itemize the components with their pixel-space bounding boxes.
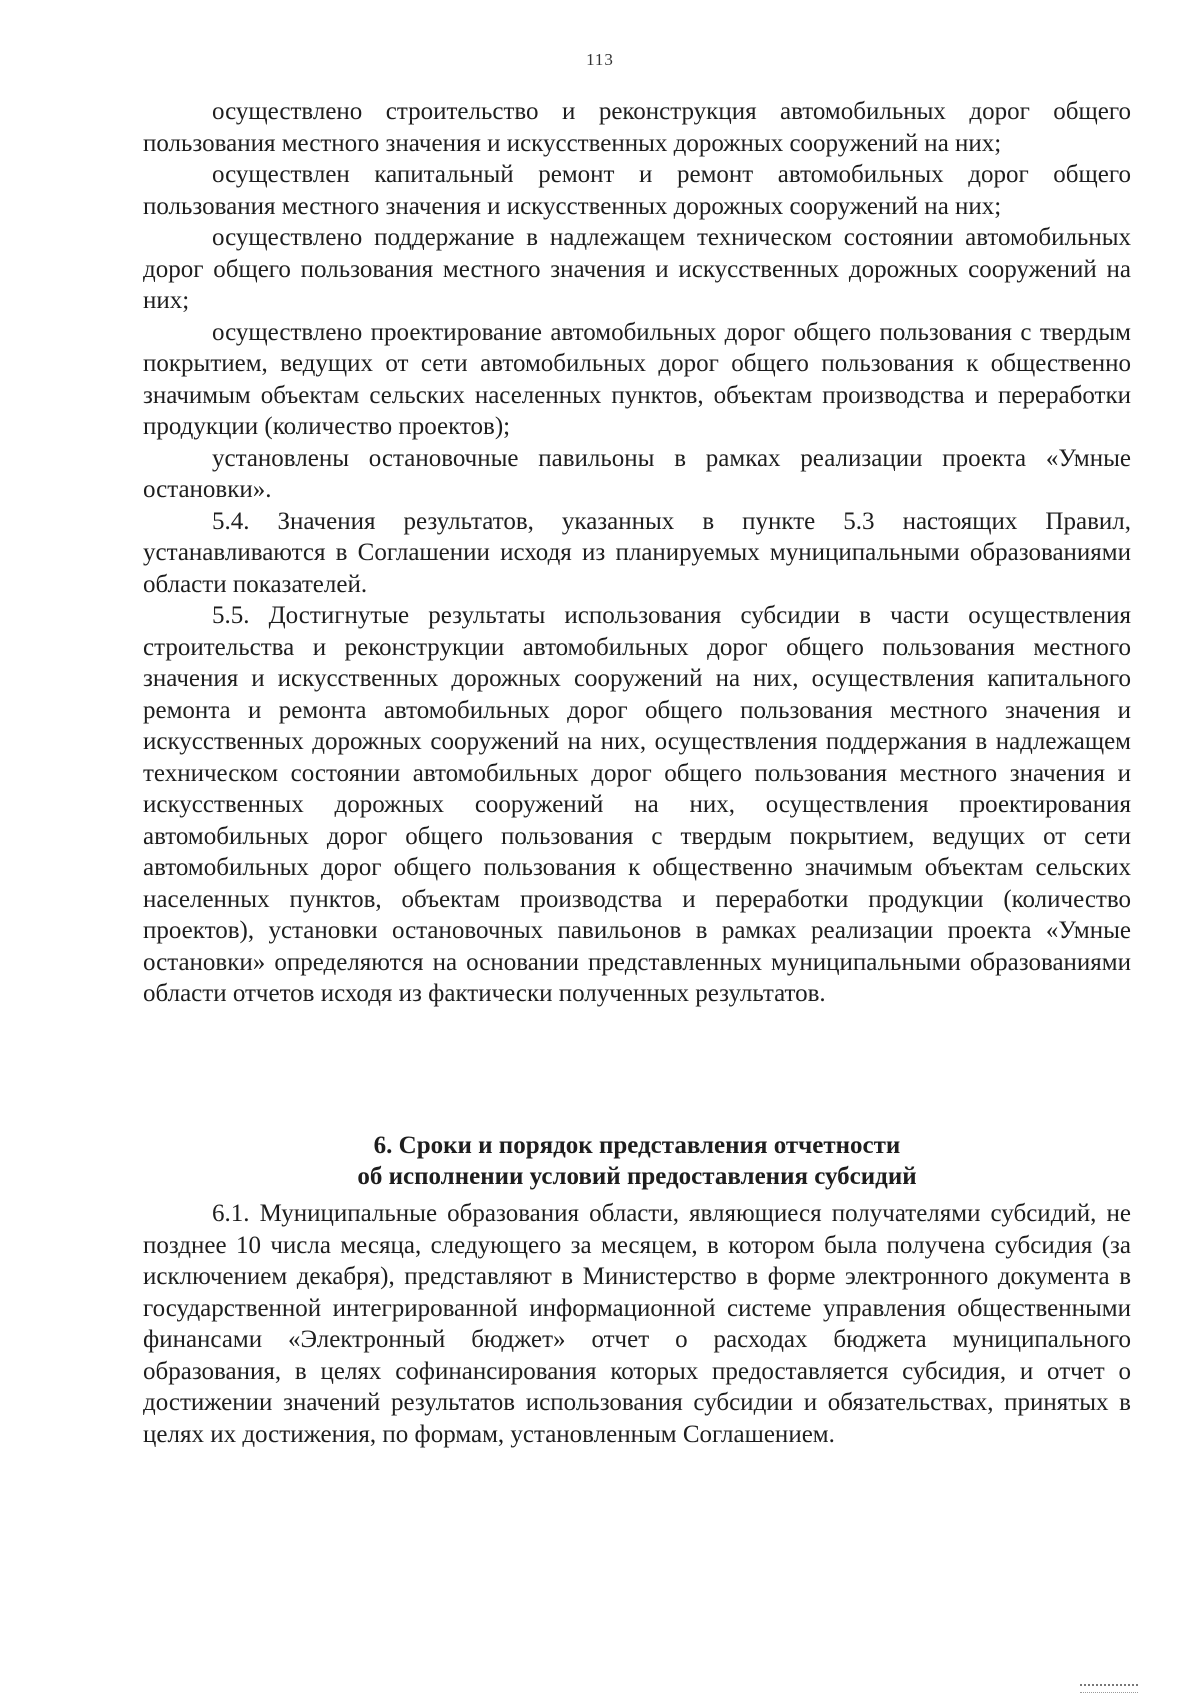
section-6-heading xyxy=(143,1130,1131,1192)
paragraph-result-design: осуществлено проектирование автомобильных дорог общего пользования с твердым покрытием, ведущих от сети автомобильных дорог общего пользования к общественно значимым объектам сельских населенных пунктов, объектам производства и переработки продукции (количество проектов); xyxy=(143,318,1131,440)
results-list xyxy=(143,96,1131,1010)
paragraph-6-1: 6.1. Муниципальные образования области, являющиеся получателями субсидий, не позднее 10 числа месяца, следующего за месяцем, в котором была получена субсидия (за исключением декабря), представляют в Министерство в форме электронного документа в государственной интегрированной информационной системе управления общественными финансами «Электронный бюджет» отчет о расходах бюджета муниципального образования, в целях софинансирования которых предоставляется субсидия, и отчет о достижении значений результатов использования субсидии и обязательствах, принятых в целях их достижения, по формам, установленным Соглашением. xyxy=(143,1200,1131,1448)
paragraph-result-repair: осуществлен капитальный ремонт и ремонт автомобильных дорог общего пользования местного значения и искусственных дорожных сооружений на них; xyxy=(143,161,1131,220)
section-6-body xyxy=(143,1198,1131,1450)
section-heading-line-1: 6. Сроки и порядок представления отчетности xyxy=(373,1132,901,1159)
paragraph-5-5: 5.5. Достигнутые результаты использования субсидии в части осуществления строительства и реконструкции автомобильных дорог общего пользования местного значения и искусственных дорожных сооружений на них, осуществления капитального ремонта и ремонта автомобильных дорог общего пользования местного значения и искусственных дорожных сооружений на них, осуществления поддержания в надлежащем техническом состоянии автомобильных дорог общего пользования местного значения и искусственных дорожных сооружений на них, осуществления проектирования автомобильных дорог общего пользования с твердым покрытием, ведущих от сети автомобильных дорог общего пользования к общественно значимым объектам сельских населенных пунктов, объектам производства и переработки продукции (количество проектов), установки остановочных павильонов в рамках реализации проекта «Умные остановки» определяются на основании представленных муниципальными образованиями области отчетов исходя из фактически полученных результатов. xyxy=(143,602,1131,1007)
section-heading-line-2: об исполнении условий предоставления субсидий xyxy=(357,1163,917,1190)
paragraph-result-maintenance: осуществлено поддержание в надлежащем техническом состоянии автомобильных дорог общего пользования местного значения и искусственных дорожных сооружений на них; xyxy=(143,224,1131,314)
scan-artifact-mark xyxy=(1080,1684,1138,1693)
paragraph-result-construction: осуществлено строительство и реконструкция автомобильных дорог общего пользования местного значения и искусственных дорожных сооружений на них; xyxy=(143,98,1131,157)
page-number: 113 xyxy=(586,50,614,69)
paragraph-5-4: 5.4. Значения результатов, указанных в пункте 5.3 настоящих Правил, устанавливаются в Соглашении исходя из планируемых муниципальными образованиями области показателей. xyxy=(143,507,1131,598)
paragraph-result-bus-stops: установлены остановочные павильоны в рамках реализации проекта «Умные остановки». xyxy=(143,444,1131,503)
